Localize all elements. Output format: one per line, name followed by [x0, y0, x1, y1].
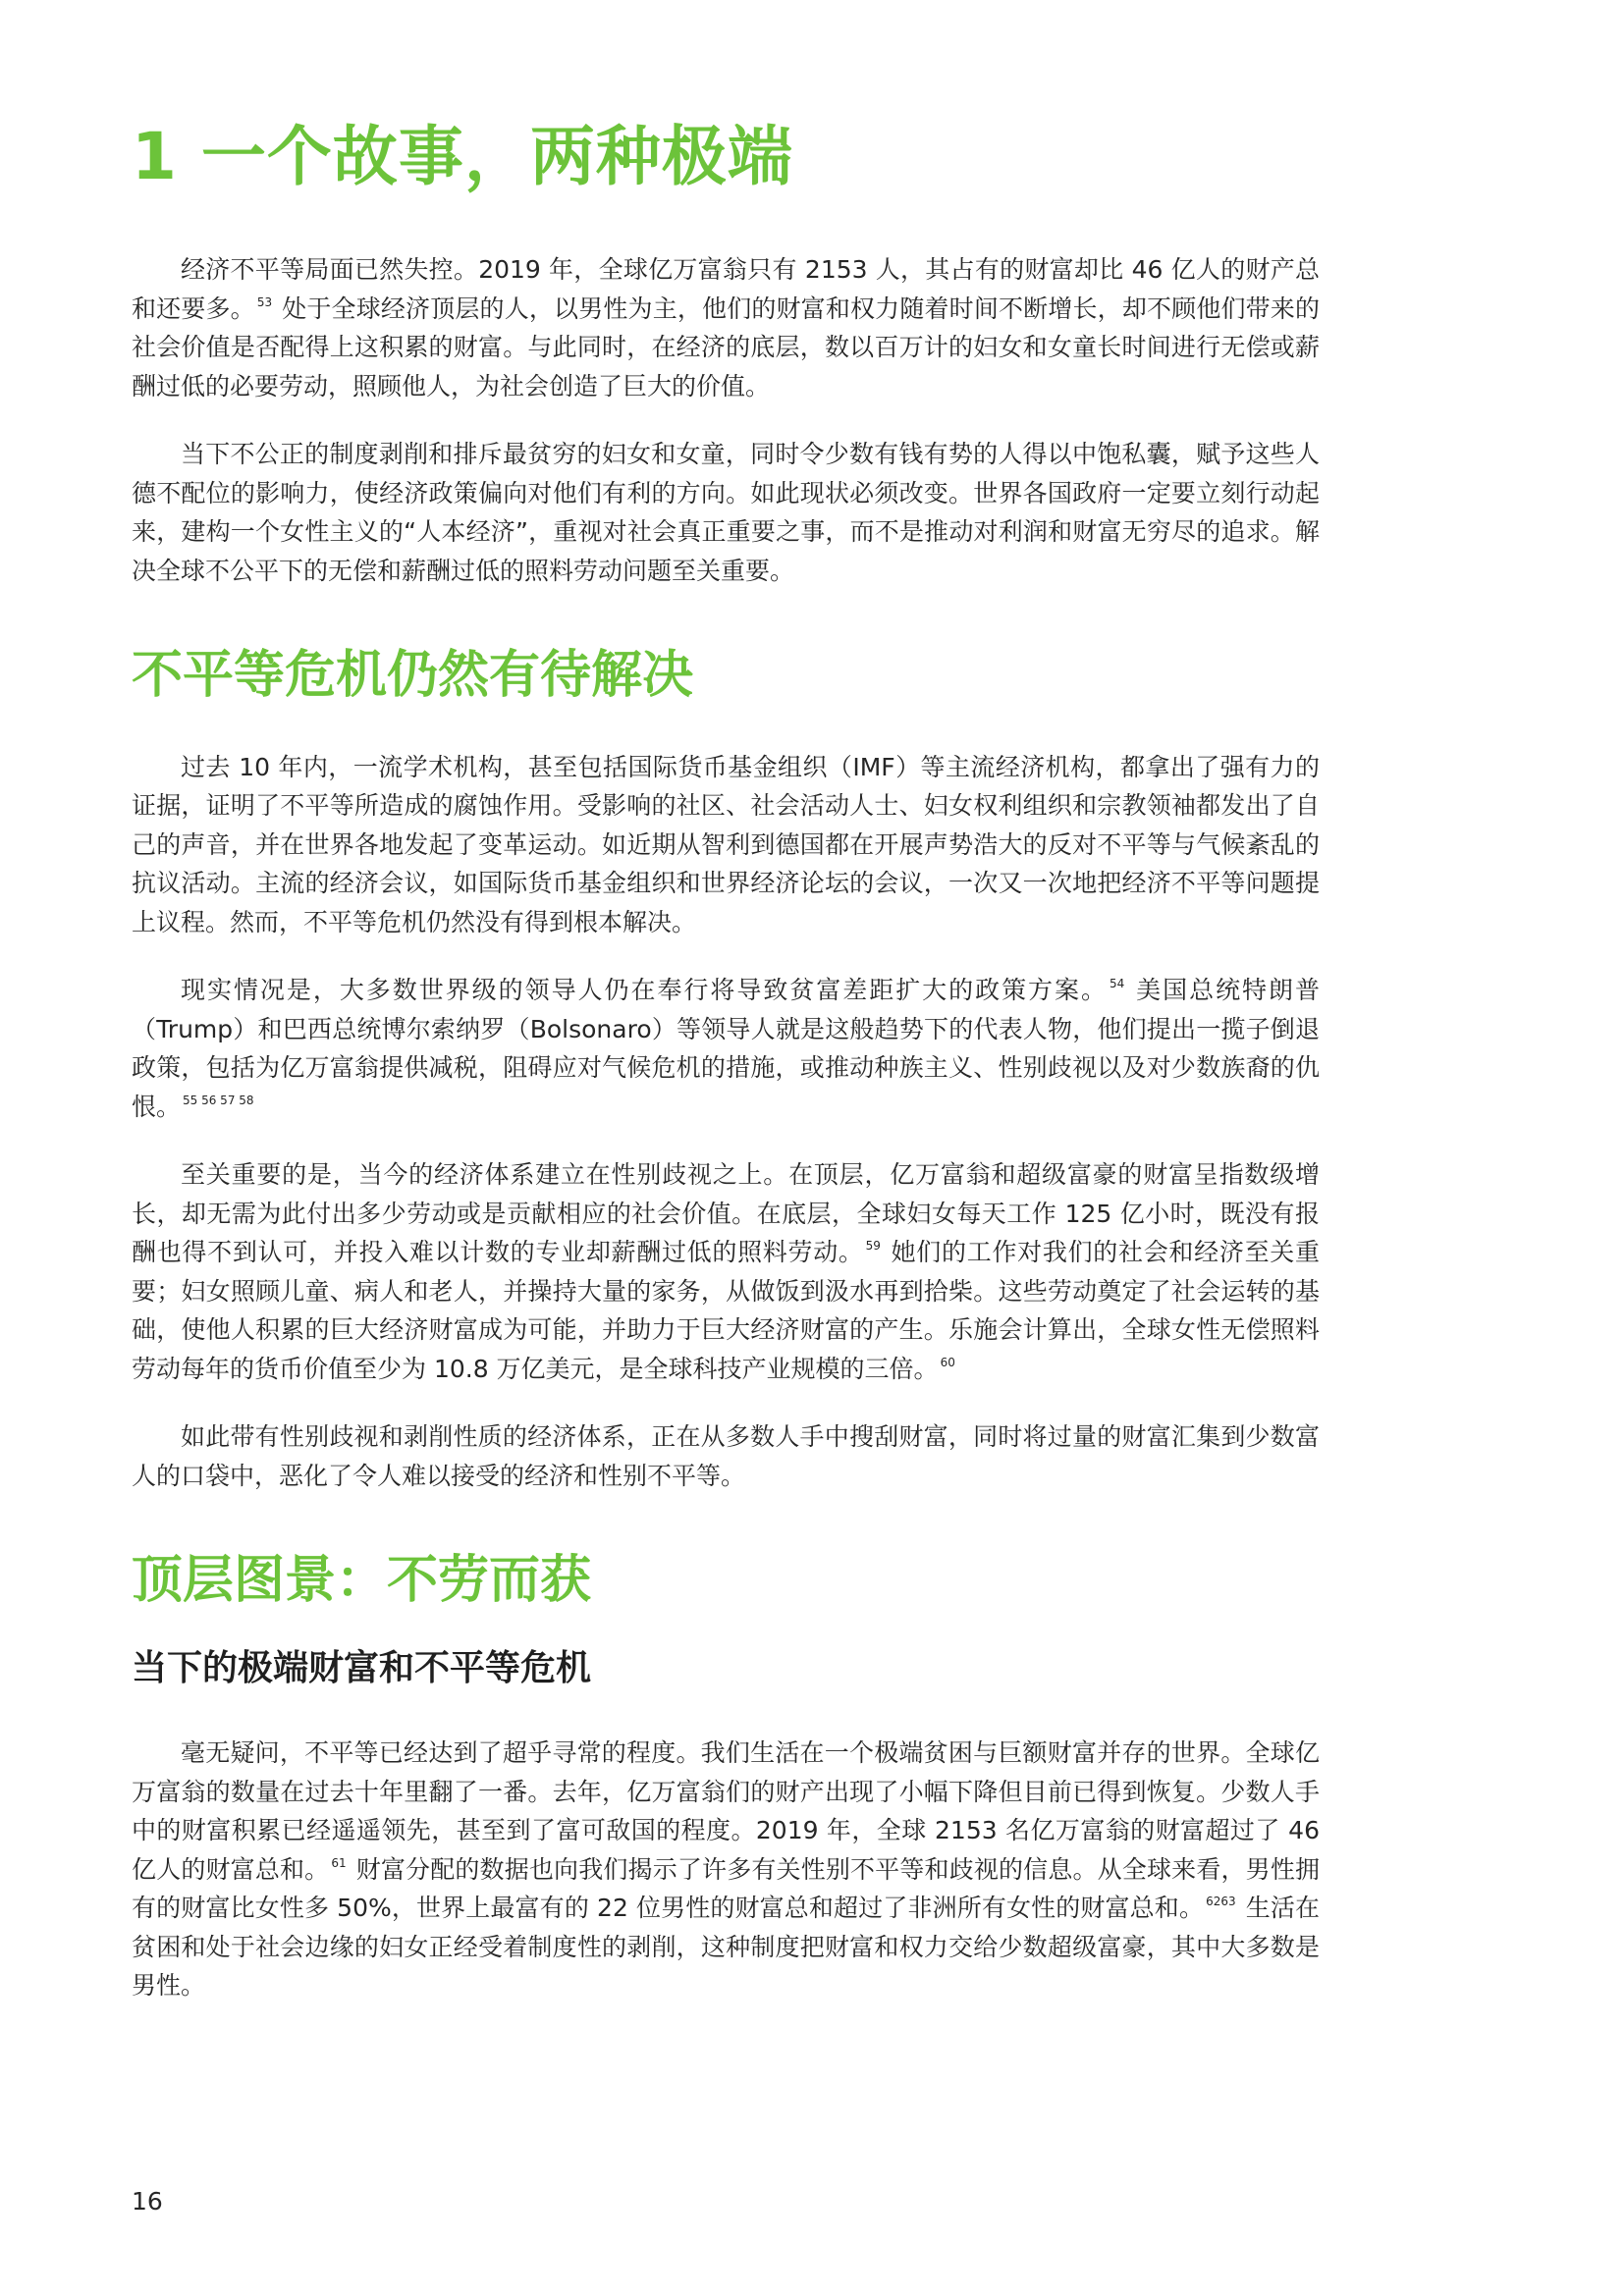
paragraph-text: 如此带有性别歧视和剥削性质的经济体系，正在从多数人手中搜刮财富，同时将过量的财富汇集到少数富人的口袋中，恶化了令人难以接受的经济和性别不平等。 [132, 1422, 1320, 1490]
footnote-ref[interactable]: 54 [1109, 977, 1125, 991]
paragraph-text: 美国总统特朗普（Trump）和巴西总统博尔索纳罗（Bolsonaro）等领导人就是这般趋势下的代表人物，他们提出一揽子倒退政策，包括为亿万富翁提供减税，阻碍应对气候危机的措施，或推动种族主义、性别歧视以及对少数族裔的仇恨。 [132, 976, 1320, 1121]
paragraph [132, 250, 1320, 405]
section-title-inequality: 不平等危机仍然有待解决 [132, 646, 694, 706]
page-content [132, 118, 1320, 2005]
paragraph-text: 她们的工作对我们的社会和经济至关重要；妇女照顾儿童、病人和老人，并操持大量的家务，从做饭到汲水再到拾柴。这些劳动奠定了社会运转的基础，使他人积累的巨大经济财富成为可能，并助力于巨大经济财富的产生。乐施会计算出，全球女性无偿照料劳动每年的货币价值至少为 10.8 万亿美元，是全球科技产业规模的三倍。 [132, 1238, 1320, 1383]
footnote-ref[interactable]: 60 [940, 1355, 955, 1369]
paragraph-text: 财富分配的数据也向我们揭示了许多有关性别不平等和歧视的信息。从全球来看，男性拥有的财富比女性多 50%，世界上最富有的 22 位男性的财富总和超过了非洲所有女性的财富总和。 [132, 1854, 1320, 1923]
subsection-title: 当下的极端财富和不平等危机 [132, 1648, 592, 1689]
paragraph-text: 当下不公正的制度剥削和排斥最贫穷的妇女和女童，同时令少数有钱有势的人得以中饱私囊，赋予这些人德不配位的影响力，使经济政策偏向对他们有利的方向。如此现状必须改变。世界各国政府一定要立刻行动起来，建构一个女性主义的“人本经济”，重视对社会真正重要之事，而不是推动对利润和财富无穷尽的追求。解决全球不公平下的无偿和薪酬过低的照料劳动问题至关重要。 [132, 440, 1320, 585]
footnote-ref[interactable]: 59 [865, 1239, 881, 1254]
paragraph-text: 生活在贫困和处于社会边缘的妇女正经受着制度性的剥削，这种制度把财富和权力交给少数超级富豪，其中大多数是男性。 [132, 1894, 1320, 2001]
footnote-ref[interactable]: 61 [331, 1855, 347, 1870]
footnote-ref[interactable]: 55 56 57 58 [183, 1093, 254, 1107]
paragraph-text: 处于全球经济顶层的人，以男性为主，他们的财富和权力随着时间不断增长，却不顾他们带来的社会价值是否配得上这积累的财富。与此同时，在经济的底层，数以百万计的妇女和女童长时间进行无偿或薪酬过低的必要劳动，照顾他人，为社会创造了巨大的价值。 [132, 294, 1320, 400]
paragraph-text: 至关重要的是，当今的经济体系建立在性别歧视之上。在顶层，亿万富翁和超级富豪的财富呈指数级增长，却无需为此付出多少劳动或是贡献相应的社会价值。在底层，全球妇女每天工作 125 亿小时，既没有报酬也得不到认可，并投入难以计数的专业却薪酬过低的照料劳动。 [132, 1160, 1320, 1267]
paragraph [132, 435, 1320, 590]
paragraph [132, 1417, 1320, 1495]
footnote-ref[interactable]: 53 [256, 294, 273, 309]
paragraph [132, 971, 1320, 1126]
paragraph-text: 毫无疑问，不平等已经达到了超乎寻常的程度。我们生活在一个极端贫困与巨额财富并存的世界。全球亿万富翁的数量在过去十年里翻了一番。去年，亿万富翁们的财产出现了小幅下降但目前已得到恢复。少数人手中的财富积累已经遥遥领先，甚至到了富可敌国的程度。2019 年，全球 2153 名亿万富翁的财富超过了 46 亿人的财富总和。 [132, 1738, 1320, 1884]
paragraph [132, 748, 1320, 942]
paragraph-text: 经济不平等局面已然失控。2019 年，全球亿万富翁只有 2153 人，其占有的财富却比 46 亿人的财产总和还要多。 [132, 255, 1320, 323]
section-title-top: 顶层图景：不劳而获 [132, 1551, 592, 1611]
page-number: 16 [132, 2187, 163, 2216]
chapter-title: 1 一个故事，两种极端 [132, 119, 793, 194]
paragraph-text: 现实情况是，大多数世界级的领导人仍在奉行将导致贫富差距扩大的政策方案。 [181, 976, 1108, 1005]
footnote-ref[interactable]: 6263 [1206, 1895, 1236, 1909]
paragraph [132, 1155, 1320, 1388]
paragraph [132, 1734, 1320, 2005]
paragraph-text: 过去 10 年内，一流学术机构，甚至包括国际货币基金组织（IMF）等主流经济机构，都拿出了强有力的证据，证明了不平等所造成的腐蚀作用。受影响的社区、社会活动人士、妇女权利组织和宗教领袖都发出了自己的声音，并在世界各地发起了变革运动。如近期从智利到德国都在开展声势浩大的反对不平等与气候紊乱的抗议活动。主流的经济会议，如国际货币基金组织和世界经济论坛的会议，一次又一次地把经济不平等问题提上议程。然而，不平等危机仍然没有得到根本解决。 [132, 752, 1320, 936]
